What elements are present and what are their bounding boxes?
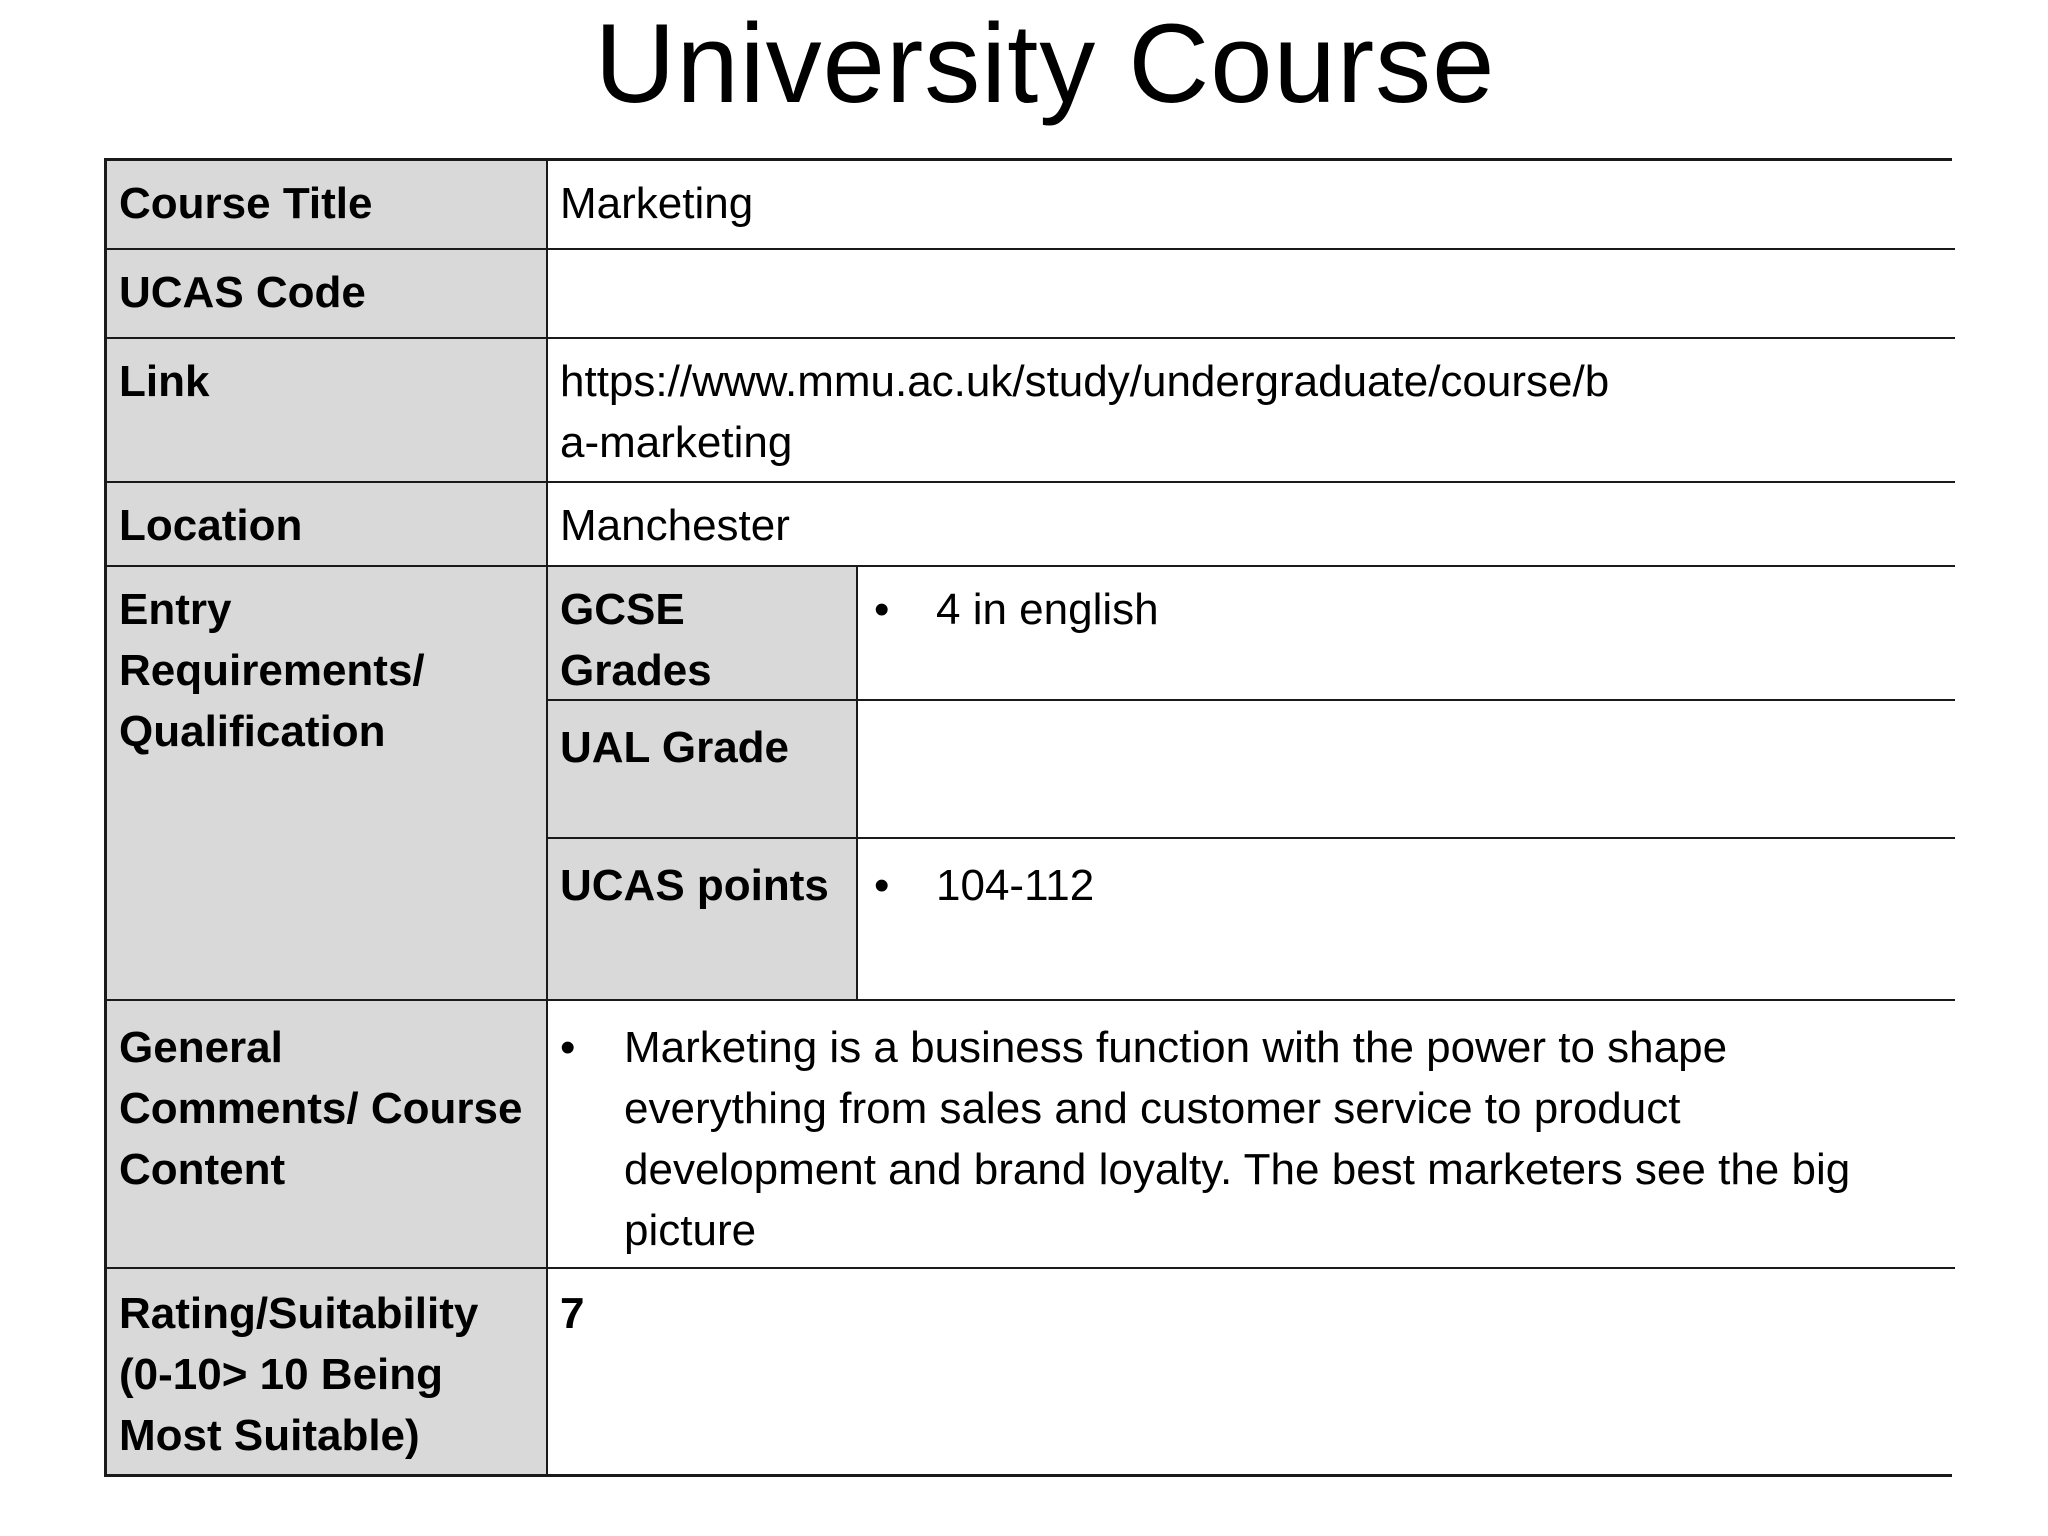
gcse-grades-text: 4 in english: [936, 585, 1159, 634]
gcse-grades-label: GCSE Grades: [548, 567, 858, 701]
link-label: Link: [107, 339, 548, 483]
rating-label: Rating/Suitability (0-10> 10 Being Most Suitable): [107, 1269, 548, 1474]
entry-requirements-label: Entry Requirements/ Qualification: [107, 567, 548, 1001]
general-comments-value: [548, 1001, 1955, 1269]
course-title-label: Course Title: [107, 161, 548, 250]
course-link: [548, 339, 1955, 483]
location-value: Manchester: [548, 483, 1955, 567]
comments-bullet-item: [560, 1017, 1895, 1261]
rating-value: 7: [548, 1269, 1955, 1474]
ucas-points-text: 104-112: [936, 861, 1095, 910]
bullet-icon: •: [560, 1023, 576, 1072]
bullet-icon: •: [874, 585, 890, 634]
course-title-value: Marketing: [548, 161, 1955, 250]
ual-grade-label: UAL Grade: [548, 701, 858, 839]
location-label: Location: [107, 483, 548, 567]
gcse-grades-value: [858, 567, 1955, 701]
page-title: University Course: [594, 1, 1496, 126]
ucas-points-value: [858, 839, 1955, 1001]
ual-grade-value: [858, 701, 1955, 839]
gcse-bullet-item: [870, 579, 1943, 640]
ucas-code-value: [548, 250, 1955, 339]
ucas-code-label: UCAS Code: [107, 250, 548, 339]
course-link-text: https://www.mmu.ac.uk/study/undergraduate/course/ba-marketing: [560, 357, 1610, 467]
course-table: [104, 158, 1952, 1477]
ucas-points-bullet-item: [870, 855, 1943, 916]
general-comments-label: General Comments/ Course Content: [107, 1001, 548, 1269]
bullet-icon: •: [874, 861, 890, 910]
general-comments-text: Marketing is a business function with the power to shape everything from sales and customer service to product development and brand loyalty. The best marketers see the big picture: [624, 1023, 1851, 1255]
ucas-points-label: UCAS points: [548, 839, 858, 1001]
